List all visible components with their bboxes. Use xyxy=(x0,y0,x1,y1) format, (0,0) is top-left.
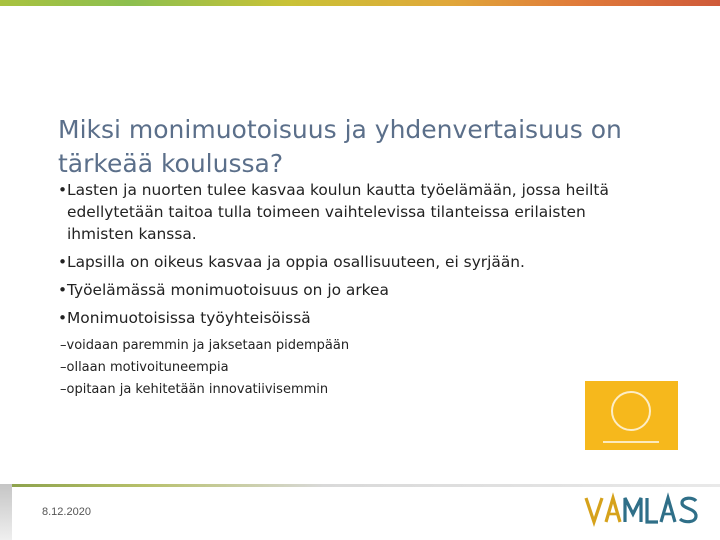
yellow-badge-image xyxy=(585,381,678,450)
dash-icon: – xyxy=(60,360,67,375)
sub-bullet-text: opitaan ja kehitetään innovatiivisemmin xyxy=(66,382,329,397)
slide-date: 8.12.2020 xyxy=(42,506,91,518)
sub-bullet-text: ollaan motivoituneempia xyxy=(66,360,229,375)
top-color-stripe xyxy=(0,0,720,6)
sub-bullet-item xyxy=(60,335,628,357)
bullet-item: • Työelämässä monimuotoisuus on jo arkea xyxy=(58,279,628,301)
slide-content xyxy=(58,179,628,401)
bullet-item: • Lasten ja nuorten tulee kasvaa koulun kautta työelämään, jossa heiltä edellytetään taitoa tulla toimeen vaihtelevissa tilanteissa erilaisten ihmisten kanssa. xyxy=(58,179,628,245)
vamlas-logo xyxy=(584,490,700,530)
badge-caption-line xyxy=(603,441,659,443)
bullet-item: • Lapsilla on oikeus kasvaa ja oppia osallisuuteen, ei syrjään. xyxy=(58,251,628,273)
slide-title: Miksi monimuotoisuus ja yhdenvertaisuus on tärkeää koulussa? xyxy=(58,114,622,178)
dash-icon: – xyxy=(60,338,67,353)
sub-bullet-item xyxy=(60,357,628,379)
sub-bullet-text: voidaan paremmin ja jaksetaan pidempään xyxy=(66,338,350,353)
footer-left-accent xyxy=(0,484,12,540)
footer-divider xyxy=(0,484,720,487)
sub-bullet-item xyxy=(60,379,628,401)
dash-icon: – xyxy=(60,382,67,397)
badge-ring-icon xyxy=(611,391,651,431)
bullet-item: • Monimuotoisissa työyhteisöissä xyxy=(58,307,628,329)
